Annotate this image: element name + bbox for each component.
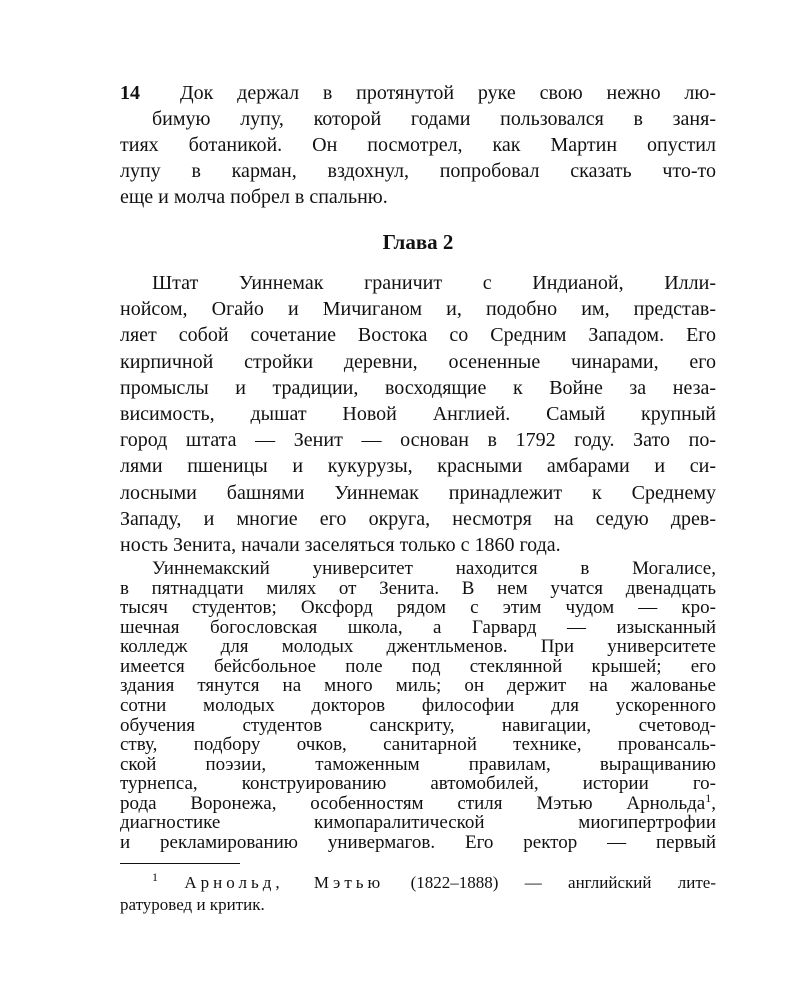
text-line: нойсом, Огайо и Мичиганом и, подобно им, представ- [120, 298, 716, 320]
text-line: здания тянутся на много миль; он держит на жалованье [120, 675, 716, 696]
text-line: промыслы и традиции, восходящие к Войне за неза- [120, 377, 716, 399]
text-line: ляет собой сочетание Востока со Средним Западом. Его [120, 324, 716, 346]
text-line: ской поэзии, таможенным правилам, выращиванию [120, 754, 716, 775]
text-line: лями пшеницы и кукурузы, красными амбарами и си- [120, 455, 716, 477]
text-line: колледж для молодых джентльменов. При университете [120, 636, 716, 657]
text-line: висимость, дышат Новой Англией. Самый крупный [120, 403, 716, 425]
text-line: тысяч студентов; Оксфорд рядом с этим чудом — кро- [120, 597, 716, 618]
footnote-line: ратуровед и критик. [120, 895, 265, 914]
text-line: имеется бейсбольное поле под стеклянной крышей; его [120, 656, 716, 677]
page-number: 14 [120, 82, 140, 104]
text-fragment: рода Воронежа, особенностям стиля Мэтью Арнольда [120, 793, 706, 814]
footnote-reference[interactable]: 1 [705, 791, 712, 805]
footnote-author: Арнольд, Мэтью [184, 873, 385, 892]
text-line: турнепса, конструированию автомобилей, истории го- [120, 773, 716, 794]
text-line: бимую лупу, которой годами пользовался в заня- [152, 108, 716, 130]
text-line: лупу в карман, вздохнул, попробовал сказать что-то [120, 160, 716, 182]
text-line: в пятнадцати милях от Зенита. В нем учатся двенадцать [120, 578, 716, 599]
text-line: тиях ботаникой. Он посмотрел, как Мартин опустил [120, 134, 716, 156]
text-line: лосными башнями Уиннемак принадлежит к Среднему [120, 482, 716, 504]
text-line: Док держал в протянутой руке свою нежно лю- [180, 82, 716, 104]
punctuation: , [711, 793, 716, 814]
text-line: еще и молча побрел в спальню. [120, 186, 388, 208]
chapter-title: Глава 2 [382, 230, 454, 254]
footnote-marker: 1 [152, 870, 158, 884]
footnote-divider [120, 863, 240, 864]
text-line: город штата — Зенит — основан в 1792 году. Зато по- [120, 429, 716, 451]
text-line: ству, подбору очков, санитарной технике, провансаль- [120, 734, 716, 755]
text-line: сотни молодых докторов философии для ускоренного [120, 695, 716, 716]
text-line: диагностике кимопаралитической миогипертрофии [120, 812, 716, 833]
footnote-text: (1822–1888) — английский лите- [410, 873, 716, 892]
text-line: обучения студентов санскриту, навигации, счетовод- [120, 715, 716, 736]
text-line: Уиннемакский университет находится в Могалисе, [152, 558, 716, 579]
text-line: Западу, и многие его округа, несмотря на седую древ- [120, 508, 716, 530]
footnote-line [152, 872, 716, 894]
text-line: ность Зенита, начали заселяться только с 1860 года. [120, 534, 561, 556]
text-line: и рекламированию универмагов. Его ректор — первый [120, 832, 716, 853]
text-line: шечная богословская школа, а Гарвард — изысканный [120, 617, 716, 638]
text-line: Штат Уиннемак граничит с Индианой, Илли- [152, 272, 716, 294]
text-line: кирпичной стройки деревни, осененные чинарами, его [120, 351, 716, 373]
